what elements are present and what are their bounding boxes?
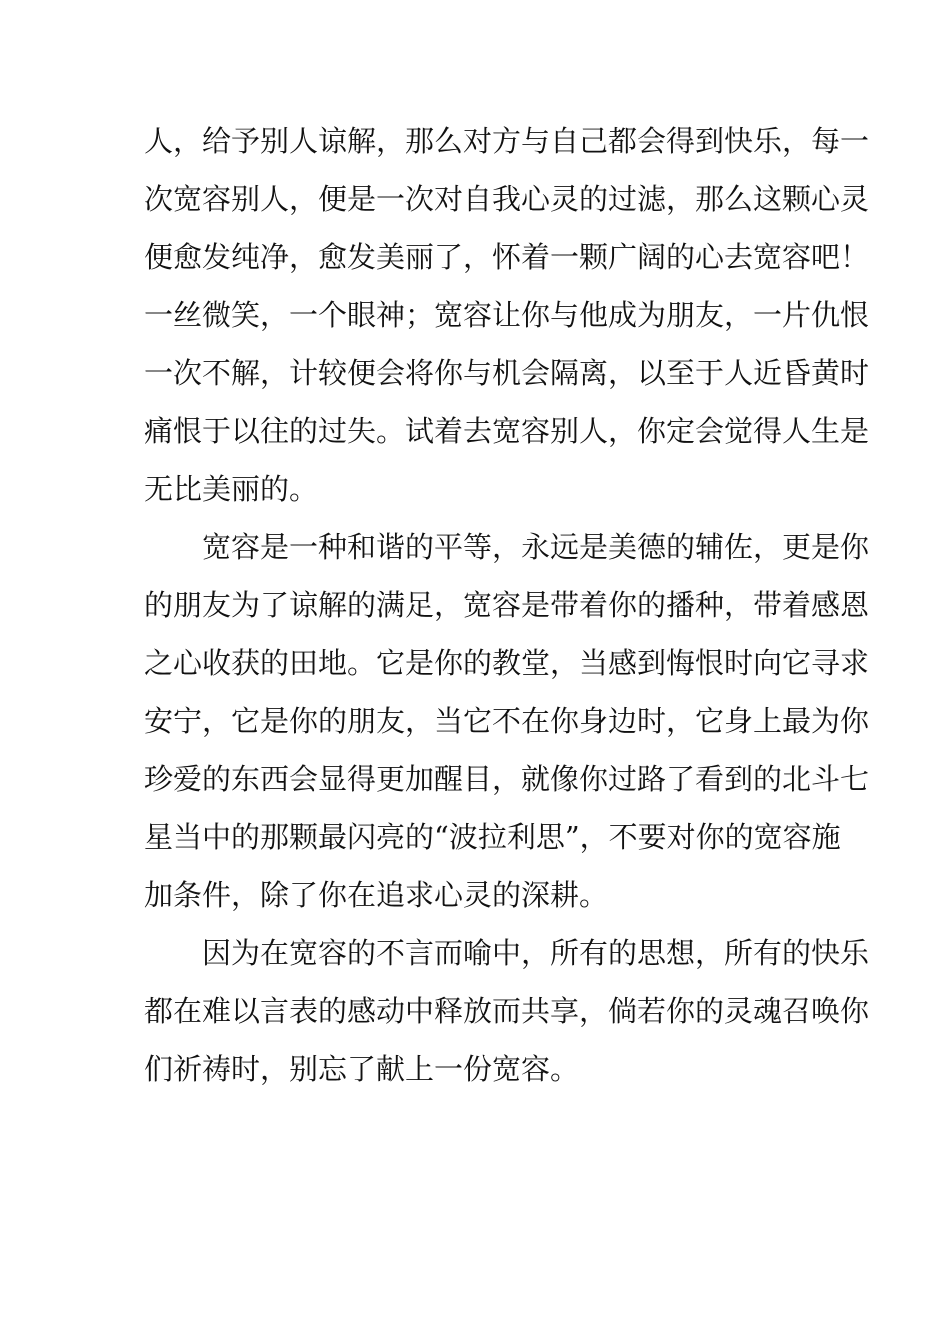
- paragraph-line: 加条件，除了你在追求心灵的深耕。: [144, 878, 609, 912]
- paragraph-line: 的朋友为了谅解的满足，宽容是带着你的播种，带着感恩: [144, 588, 870, 622]
- paragraph-line: 星当中的那颗最闪亮的“波拉利思”，不要对你的宽容施: [144, 820, 841, 854]
- paragraph-3: [144, 924, 870, 1098]
- paragraph-1: [144, 112, 870, 518]
- paragraph-line: 之心收获的田地。它是你的教堂，当感到悔恨时向它寻求: [144, 646, 870, 680]
- paragraph-line: 们祈祷时，别忘了献上一份宽容。: [144, 1052, 580, 1086]
- paragraph-line: 珍爱的东西会显得更加醒目，就像你过路了看到的北斗七: [144, 762, 870, 796]
- paragraph-line: 便愈发纯净，愈发美丽了，怀着一颗广阔的心去宽容吧！: [144, 240, 870, 274]
- paragraph-line: 痛恨于以往的过失。试着去宽容别人，你定会觉得人生是: [144, 414, 870, 448]
- paragraph-line: 因为在宽容的不言而喻中，所有的思想，所有的快乐: [202, 936, 870, 970]
- paragraph-line: 宽容是一种和谐的平等，永远是美德的辅佐，更是你: [202, 530, 870, 564]
- paragraph-line: 一丝微笑，一个眼神；宽容让你与他成为朋友，一片仇恨: [144, 298, 870, 332]
- paragraph-line: 一次不解，计较便会将你与机会隔离，以至于人近昏黄时: [144, 356, 870, 390]
- paragraph-line: 无比美丽的。: [144, 472, 319, 506]
- paragraph-line: 都在难以言表的感动中释放而共享，倘若你的灵魂召唤你: [144, 994, 870, 1028]
- paragraph-line: 安宁，它是你的朋友，当它不在你身边时，它身上最为你: [144, 704, 870, 738]
- paragraph-2: [144, 518, 870, 924]
- paragraph-line: 人，给予别人谅解，那么对方与自己都会得到快乐，每一: [144, 124, 870, 158]
- paragraph-line: 次宽容别人，便是一次对自我心灵的过滤，那么这颗心灵: [144, 182, 870, 216]
